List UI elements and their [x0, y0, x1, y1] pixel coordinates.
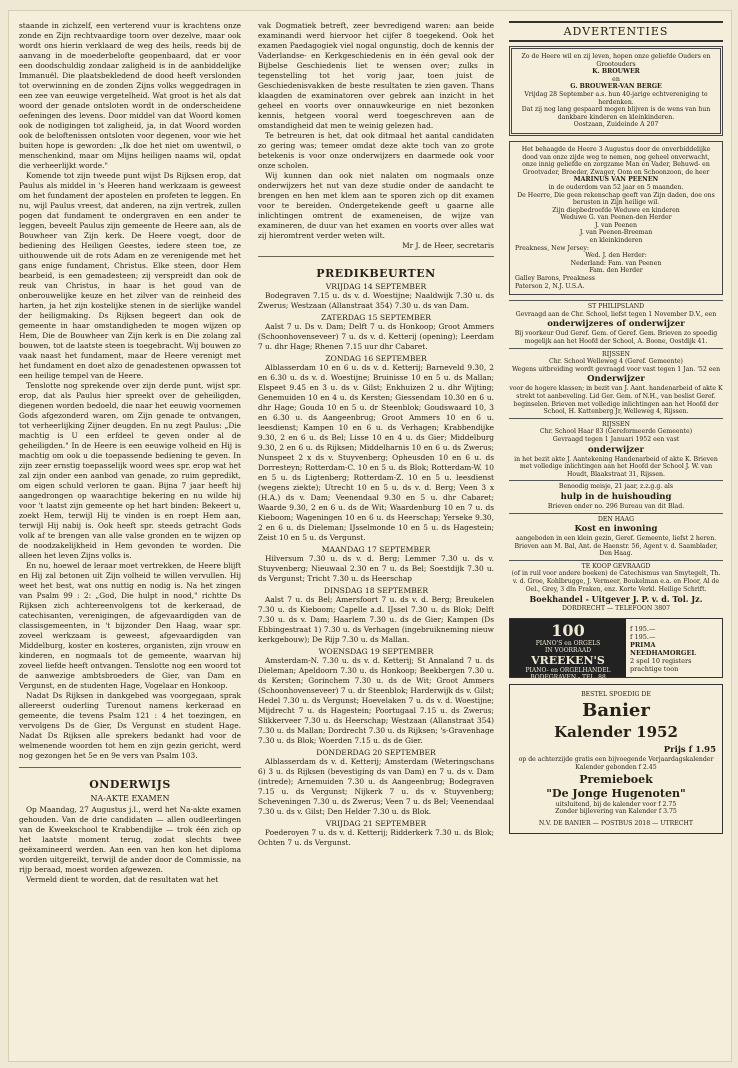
ad-text: Fam. den Herder [589, 267, 643, 275]
onderwijs-paragraph: vak Dogmatiek betreft, zeer bevredigend waren: aan beide examinandi werd hiervoor het cijfer 8 toegekend. Ook het examen Paedagogiek viel nogal ongunstig, doch de kennis der Vaderlandse- en Kerkgeschiedenis en in één geval ook der Bijbelse Geschiedenis liet te wensen over; zulks in tegenstelling tot het vorig jaar, toen juist de Geschiedenisvakken de beste resultaten te zien gaven. Thans klaagden de examinatoren over gebrek aan inzicht in het geheel en voorts over onnauwkeurige en niet bezonken kennis, hetgeen vooral werd toegeschreven aan de omstandigheid dat men te weinig gelezen had. [258, 21, 494, 130]
ad-text: in de ouderdom van 52 jaar en 5 maanden. [548, 183, 684, 191]
sermon-paragraph: Nadat Ds Rijksen in dankgebed was voorgegaan, sprak allereerst ouderling Turenout namens kerkeraad en gemeente, die tevens Psalm 121 : 4 het toezingen, en vervolgens Ds de Gier, Ds Vergunst en student Hage. Nadat Ds Rijksen alle sprekers bedankt had voor de welmenende woorden tot hem en zijn gezin gericht, werd nog gezongen het 5e en 9e vers van Psalm 103. [19, 691, 241, 760]
day-heading: DONDERDAG 20 SEPTEMBER [316, 748, 436, 757]
ad-text: aangeboden in een klein gezin, Geref. Gemeente, liefst 2 heren. Brieven aan M. Bal, Ant. de Haenstr. 56, Agent v. d. Saamblader, Den Haag. [514, 535, 718, 558]
anniversary-ad [509, 46, 723, 136]
household-help-ad [509, 480, 723, 510]
banier-price: Prijs f 1.95 [663, 745, 716, 756]
day-schedule: Alblasserdam 10 en 6 u. ds v. d. Ketterij; Barneveld 9.30, 2 en 6.30 u. ds v. d. Woestijne; Bruinisse 10 en 5 u. ds Mallan; Elspeet 9.45 en 3 u. ds v. Gilst; Enkhuizen 2 u. dhr Wijting; Genemuiden 10 en 4 u. ds Kersten; Giessendam 10.30 en 6 u. dhr Hage; Gouda 10 en 5 u. dr Steenblok; Goudswaard 10, 3 en 6.30 u. ds Aangeenbrug; Groot Ammers 10 en 6 u. leesdienst; Kampen 10 en 6 u. ds Verhagen; Krabbendijke 9.30, 2 en 6 u. ds Bel; Lisse 10 en 4 u. ds Gier; Middelburg 9.30, 2 en 6 u. ds Rijksen; Middelharnis 10 en 6 u. ds Zwerus; Nunspeet 2 x ds v. Stuyvenberg; Opheusden 10 en 6 u. ds Dorresteyn; Rotterdam-C. 10 en 5 u. ds Blok; Rotterdam-W. 10 en 5 u. ds Ligtenberg; Rotterdam-Z. 10 en 5 u. leesdienst (wegens ziekte); Utrecht 10 en 5 u. ds v. d. Berg; Veen 3 x (H.A.) ds v. Dam; Veenendaal 9.30 en 5 u. dhr Cabaret; Waarde 9.30, 2 en 6 u. ds de Wit; Waardenburg 10 en 7 u. ds Kieboom; Wageningen 10 en 6 u. ds Heerschap; Yerseke 9.30, 2 en 6 u. ds Dieleman; IJsselmonde 10 en 5 u. ds Hagestein; Zeist 10 en 5 u. ds Vergunst. [258, 363, 494, 542]
sermon-paragraph: staande in zichzelf, een verterend vuur is krachtens onze zonde en Zijn rechtvaardige toorn over dezelve, maar ook wordt ons hierin verklaard de weg des heils, reeds bij de aanvang in de moederbelofte geopenbaard, dat er voor een doodschuldig zondaar zaligheid is in de aanbiddelijke Immanuël. Die plaatsbekledend de dood heeft verslonden tot overwinning en de zonden Zijns volks weggedragen in een zee van eeuwige vergetelheid. Wat groot is het als dat woord der genade ontsloten wordt in de onderscheidene oefeningen des levens. Door middel van dat Woord komen ook de nodigingen tot zaligheid, ja, in dat Woord worden ook de beloftenissen ontsloten voor degenen, voor wie het buiten hope is geworden: „Ik doe het niet om uwentwil, o menschenkind, maar om Mijns heiligen naams wil, opdat die verheerlijkt worde." [19, 21, 241, 170]
divider [258, 256, 494, 257]
piano-ad-title: PIANO'S en ORGELS [535, 639, 601, 647]
column-2 [258, 21, 494, 848]
day-heading: ZATERDAG 15 SEPTEMBER [321, 313, 431, 322]
ad-subheading: Chr. School Haar 83 (Gereformeerde Gemeente) [539, 428, 693, 436]
predikbeurten-title: PREDIKBEURTEN [316, 267, 436, 280]
ad-heading: TE KOOP GEVRAAGD [581, 562, 651, 570]
day-schedule: Amsterdam-N. 7.30 u. ds v. d. Ketterij; St Annaland 7 u. ds Dieleman; Apeldoorn 7.30 u. ds Honkoop; Beekbergen 7.30 u. ds Kersten; Gorinchem 7.30 u. ds de Wit; Groot Ammers (Schoonhovenseveer) 7 u. dr Steenblok; Harderwijk ds v. Gilst; Hedel 7.30 u. ds Vergunst; Hoevelaken 7 u. ds v. d. Woestijne; Mijdrecht 7 u. ds Hagestein; Poortugaal 7.15 u. ds Zwerus; Slikkerveer 7.30 u. ds Heerschap; Westzaan (Allanstraat 354) 7.30 u. ds Mallan; Dordrecht 7.30 u. ds Rijksen; 's-Gravenhage 7.30 u. ds Blok; Woerden 7.15 u. ds de Gier. [258, 656, 494, 745]
day-schedule: Aalst 7 u. ds Bel; Amersfoort 7 u. ds v. d. Berg; Breukelen 7.30 u. ds Kieboom; Capelle a.d. IJssel 7.30 u. ds Blok; Delft 7.30 u. ds v. Dam; Haarlem 7.30 u. ds de Gier; Kampen (Ds Ebbingestraat 1) 7.30 u. ds Verhagen (ingebruikneming nieuw kerkgebouw); De Rijp 7.30 u. ds Mallan. [258, 595, 494, 644]
piano-price: f 195.— [630, 624, 656, 633]
ad-text: en kleinkinderen [589, 237, 643, 245]
banier-title: Banier [582, 700, 650, 722]
ad-headline: Onderwijzer [587, 374, 645, 385]
day-heading: WOENSDAG 19 SEPTEMBER [318, 647, 434, 656]
sermon-paragraph: Tenslotte nog sprekende over zijn derde punt, wijst spr. erop, dat als Paulus hier spreekt over de geheiligden, diegenen worden bedoeld, die naar het eeuwig voornemen Gods afgezonderd waren, om Zijn genade te ontvangen, tot verheerlijking Zijner deugden. En nu zegt Paulus: „Die machtig is U een erfdeel te geven onder al de geheiligden." In de Heere is een eeuwige volheid en Hij is machtig om ook u die toepassende bediening te geven. In zijn zeer ernstig toepasselijk woord wees spr. erop wat het zal zijn onder een aanbod van genade, zo ruim gepredikt, om eigen schuld verloren te gaan. Bijna 7 jaar heeft hij aangedrongen op waarachtige bekering en nu wilde hij voor 't laatst zijn gemeente op het hart binden: Bekeert u, zoekt Hem, terwijl Hij te vinden is en roept Hem aan, terwijl Hij nabij is. Ook heeft spr. steeds getracht Gods volk af te brengen van alle valse gronden en te wijzen op de noodzakelijkheid in Hem gevonden te worden. Die alleen het leven Zijns volks is. [19, 381, 241, 560]
day-heading: VRIJDAG 14 SEPTEMBER [325, 282, 427, 291]
ad-text: Brieven onder no. 296 Bureau van dit Blad. [547, 502, 685, 510]
banier-text: Kalender gebonden f 2.45 [575, 764, 657, 772]
onderwijs-paragraph: Wij kunnen dan ook niet nalaten om nogmaals onze onderwijzers het nut van deze studie onder de aandacht te brengen en hen met klem aan te sporen zich op dit examen voor te bereiden. Ondergetekende geeft u gaarne alle inlichtingen omtrent de exameneisen, de wijze van examineren, de duur van het examen en voorts over alles wat zij hieromtrent verder weten wilt. [258, 171, 494, 240]
onderwijs-paragraph: Te betreuren is het, dat ook ditmaal het aantal candidaten zo gering was; temeer omdat deze akte toch van zo grote betekenis is voor onze onderwijzers en daarmede ook voor onze scholen. [258, 131, 494, 170]
banier-text: Zonder bijlevering van Kalender f 3.75 [555, 808, 677, 816]
ad-text: Zijn diepbedroefde Weduwe en kinderen [552, 206, 680, 214]
banier-calendar-ad [509, 684, 723, 835]
piano-ad-address: BODEGRAVEN - TEL. 88 [530, 673, 606, 681]
ad-text: en [612, 75, 620, 83]
day-schedule: Poederoyen 7 u. ds v. d. Ketterij; Ridderkerk 7.30 u. ds Blok; Ochten 7 u. ds Vergunst. [258, 828, 494, 847]
onderwijs-paragraph: Vermeld dient te worden, dat de resultaten wat het [26, 875, 219, 884]
ad-text: J. van Peenen [595, 221, 637, 229]
ad-text: J. van Peenen-Breeman [579, 229, 653, 237]
ad-heading: DEN HAAG [597, 515, 635, 523]
ad-text: Oostzaan, Zuideinde A 207 [573, 121, 659, 129]
ad-text: Wegens uitbreiding wordt gevraagd voor vast tegen 1 Jan. '52 een [511, 365, 721, 373]
ad-text: De Heerre, Die geen rekenschap geeft van Zijn daden, doe ons berusten in Zijn heilige wil. [517, 191, 715, 207]
ad-text: Gevraagd tegen 1 Januari 1952 een vast [552, 435, 680, 443]
organ-price: f 195.— [630, 632, 656, 641]
vacancy-ad-rijssen-2 [509, 418, 723, 479]
ad-text: (of in ruil voor andere boeken) de Catechismus van Smytegelt, Th. v. d. Groe, Kohlbrugge, J. Vermeer, Boukelman e.a. en Floor, Al de Oel., Grey, 3 dln Fraken, enz. Korte Verkl. Heilige Schrift. [511, 570, 721, 593]
advertenties-header: ADVERTENTIES [509, 21, 723, 42]
piano-ad-brand-panel [510, 619, 626, 681]
piano-ad-offer [626, 619, 722, 677]
piano-organ-ad [509, 618, 723, 681]
sermon-paragraph: En nu, hoewel de leraar moet vertrekken, de Heere blijft en Hij zal betonen uit Zijn volheid te willen vervullen. Hij weet het best, wat ons nuttig en nodig is. Na het zingen van Psalm 99 : 2: „God, Die hulpt in nood," richtte Ds Rijksen zich achtereenvolgens tot de kerkeraad, de catechisanten, verenigingen, de afgevaardigden van de classisgemeenten, in 't bijzonder Den Haag, waar spr. zoveel werkzaam is geweest, afgevaardigden van Middelburg, koster en kosteres, organisten, zijn vrouw en kinderen, en nogmaals tot de gemeente, waarvan hij zoveel liefde heeft ontvangen. Tenslotte nog een woord tot de aanwezige ambtsbroeders de Gier, van Dam en Vergunst, en de studenten Hage, Vogelaar en Honkoop. [19, 561, 241, 690]
newspaper-page [8, 10, 732, 1062]
premieboek-title: Premieboek [579, 772, 653, 786]
day-schedule: Bodegraven 7.15 u. ds v. d. Woestijne; Naaldwijk 7.30 u. ds Zwerus; Westzaan (Allanstraat 354) 7.30 u. ds van Dam. [258, 291, 494, 310]
column-3-advertisements [509, 21, 723, 834]
ad-text: Benoodig meisje, 21 jaar, z.z.g.g. als [558, 483, 674, 491]
ad-headline: Boekhandel - Uitgever J. P. v. d. Tol. Jz. [529, 594, 703, 605]
lodging-ad [509, 513, 723, 558]
sermon-paragraph: Komende tot zijn tweede punt wijst Ds Rijksen erop, dat Paulus als middel in 's Heeren hand werkzaam is geweest om het fundament der apostelen en profeten te leggen. En nu, wijl Paulus vreest, dat anderen, na zijn vertrek, zullen pogen dat fundament te ondergraven en een ander te leggen, beveelt Paulus zijn gemeente de Heere aan, als de Bouwheer van Zijn kerk. De Heere voegt, door de bediening des Heiligen Geestes, iedere steen toe, ze uithouwende uit de rots Adam en ze verenigende met het gans enige fundament, Christus. Elke steen, door Hem bearbeid, is een gemadesteen; zij verspreidt dan ook de reuk van Christus, in haar is het goud van de onberouwelijke keuze en het zilver van de reinheid des harten, ja het zijn kostelijke stenen in de sierlijke wandel der heiligmaking. Ds Rijksen begeert dan ook de gemeente in haar omstandigheden te mogen wijzen op Hem, Die de Bouwheer van Zijn kerk is en Die zolang zal bouwen, tot de laatste steen is toegebracht. Wij bouwen zo vaak naast het fundament, maar de Heere verenigt met het fundament en doet alzo de genadestenen opwassen tot een heilige tempel van de Heere. [19, 171, 241, 380]
preaching-days [258, 282, 494, 848]
organ-line: prachtige toon [630, 664, 679, 673]
ad-name: G. BROUWER-VAN BERGE [570, 83, 662, 91]
ad-headline: onderwijzeres of onderwijzer [547, 319, 685, 330]
ad-text: in het bezit akte J. Aantekening Handenarbeid of akte K. Brieven met volledige inlichtingen aan het Hoofd der School J. W. van Houdt, Blaakstraat 31, Rijssen. [514, 455, 718, 478]
ad-text: Zo de Heere wil en zij leven, hopen onze geliefde Ouders en Grootouders [521, 53, 711, 68]
ad-text: Paterson 2, N.J. U.S.A. [515, 282, 585, 290]
ad-headline: Kost en inwoning [574, 524, 658, 535]
day-heading: VRIJDAG 21 SEPTEMBER [325, 819, 427, 828]
ad-text: voor de hogere klassen; in bezit van J. Aant. handenarbeid of akte K strekt tot aanbeveling. Lid Ger. Gem. of N.H., van beslist Geref. beginselen. Brieven met volledige inlichtingen aan het Hoofd der School, H. Kattenberg Jr, Welleweg 4, Rijssen. [509, 385, 723, 416]
onderwijs-paragraph: Op Maandag, 27 Augustus j.l., werd het Na-akte examen gehouden. Van de drie candidaten — allen oudleerlingen van de Kweekschool te Krabbendijke — trok één zich op het laatste moment terug, zodat slechts twee geëxamineerd werden. Aan een van hen kon het diploma worden uitgereikt, terwijl de ander door de Commissie, na rijp beraad, moest worden afgewezen. [19, 805, 241, 874]
ad-text: Gevraagd aan de Chr. School, liefst tegen 1 November D.V., een [515, 310, 717, 318]
piano-ad-brand: VREEKEN'S [531, 653, 605, 667]
piano-ad-sub2: PIANO- en ORGELHANDEL [525, 666, 611, 674]
onderwijs-subtitle: NA-AKTE EXAMEN [90, 794, 170, 803]
ad-headline: hulp in de huishouding [560, 491, 672, 502]
day-schedule: Alblasserdam ds v. d. Ketterij; Amsterdam (Weteringschans 6) 3 u. ds Rijksen (bevestiging ds van Dam) en 7 u. ds v. Dam (intrede); Arnemuiden 7.30 u. ds Aangeenbrug; Bodegraven 7.15 u. ds Vergunst; Nijkerk 7 u. ds v. Stuyvenberg; Scheveningen 7.30 u. ds Zwerus; Veen 7 u. ds Bel; Veenendaal 7.30 u. ds v. Gilst; Den Helder 7.30 u. ds Blok. [258, 757, 494, 816]
ad-subheading: Chr. School Welleweg 4 (Geref. Gemeente) [549, 358, 683, 366]
ad-text: Het behaagde de Heere 3 Augustus door de onverbiddelijke dood van onze zijde weg te nemen, nog geheel onverwacht, onze innig geliefde en zorgzame Man en Vader, Behuwd- en Grootvader, Broeder, Zwager, Oom en Schoonzoon, de heer [521, 145, 711, 176]
ad-text: Preakness, New Jersey: [515, 244, 590, 252]
piano-ad-sub: IN VOORRAAD [544, 646, 592, 654]
banier-calendar-title: Kalender 1952 [554, 723, 678, 742]
onderwijs-title: ONDERWIJS [89, 778, 171, 791]
day-heading: DINSDAG 18 SEPTEMBER [323, 586, 429, 595]
ad-heading: RIJSSEN [602, 350, 630, 358]
premieboek-name: "De Jonge Hugenoten" [546, 786, 686, 800]
ad-name: K. BROUWER [592, 68, 640, 76]
bookshop-ad [509, 560, 723, 613]
divider [19, 767, 241, 768]
day-schedule: Hilversum 7.30 u. ds v. d. Berg; Lemmer 7.30 u. ds v. Stuyvenberg; Nieuwaal 2.30 en 7 u. ds Bel; Soestdijk 7.30 u. ds Vergunst; Tricht 7.30 u. ds Heerschap [258, 554, 494, 583]
ad-name: MARINUS VAN PEENEN [573, 176, 659, 184]
organ-line: PRIMA NEEDHAMORGEL [630, 640, 697, 657]
ad-text: Dat zij nog lang gespaard mogen blijven is de wens van hun dankbare kinderen en kleinkinderen. [521, 106, 711, 121]
piano-ad-number: 100 [551, 620, 585, 640]
banier-footer: N.V. DE BANIER — POSTBUS 2018 — UTRECHT [538, 819, 694, 827]
vacancy-ad-rijssen-1 [509, 348, 723, 416]
ad-text: Vrijdag 28 September a.s. hun 40-jarige echtvereniging te herdenken. [524, 90, 708, 106]
ad-text: Nederland: Fam. van Peenen [570, 259, 662, 267]
ad-heading: ST PHILIPSLAND [587, 303, 645, 311]
day-heading: ZONDAG 16 SEPTEMBER [325, 354, 427, 363]
ad-text: Bij voorkeur Oud Geref. Gem. of Geref. Gem. Brieven zo spoedig mogelijk aan het Hoofd der School, A. Boone, Oostdijk 41. [514, 330, 718, 345]
banier-text: op de achterzijde gratis een bijvoegende Verjaardagskalender [518, 756, 714, 764]
ad-headline: onderwijzer [587, 444, 644, 455]
organ-line: 2 spel 10 registers [630, 656, 692, 665]
ad-text: Weduwe G. van Peenen-den Herder [560, 214, 672, 222]
ad-heading: RIJSSEN [602, 420, 630, 428]
ad-text: DORDRECHT — TELEFOON 3807 [561, 605, 671, 613]
vacancy-ad-st-philipsland [509, 300, 723, 345]
ad-text: Wed. J. den Herder: [585, 252, 647, 260]
column-1 [19, 21, 241, 885]
ad-text: Galley Barons, Preakness [515, 275, 595, 283]
death-notice-ad [509, 141, 723, 295]
signature: Mr J. de Heer, secretaris [402, 241, 494, 250]
day-heading: MAANDAG 17 SEPTEMBER [321, 545, 431, 554]
banier-text: uitsluitend, bij de kalender voor f 2.75 [555, 800, 677, 808]
day-schedule: Aalst 7 u. Ds v. Dam; Delft 7 u. ds Honkoop; Groot Ammers (Schoonhovenseveer) 7 u. ds v. d. Ketterij (opening); Leerdam 7 u. dhr Hage; Rhenen 7.15 uur dhr Cabaret. [258, 322, 494, 351]
banier-top: BESTEL SPOEDIG DE [581, 690, 651, 698]
